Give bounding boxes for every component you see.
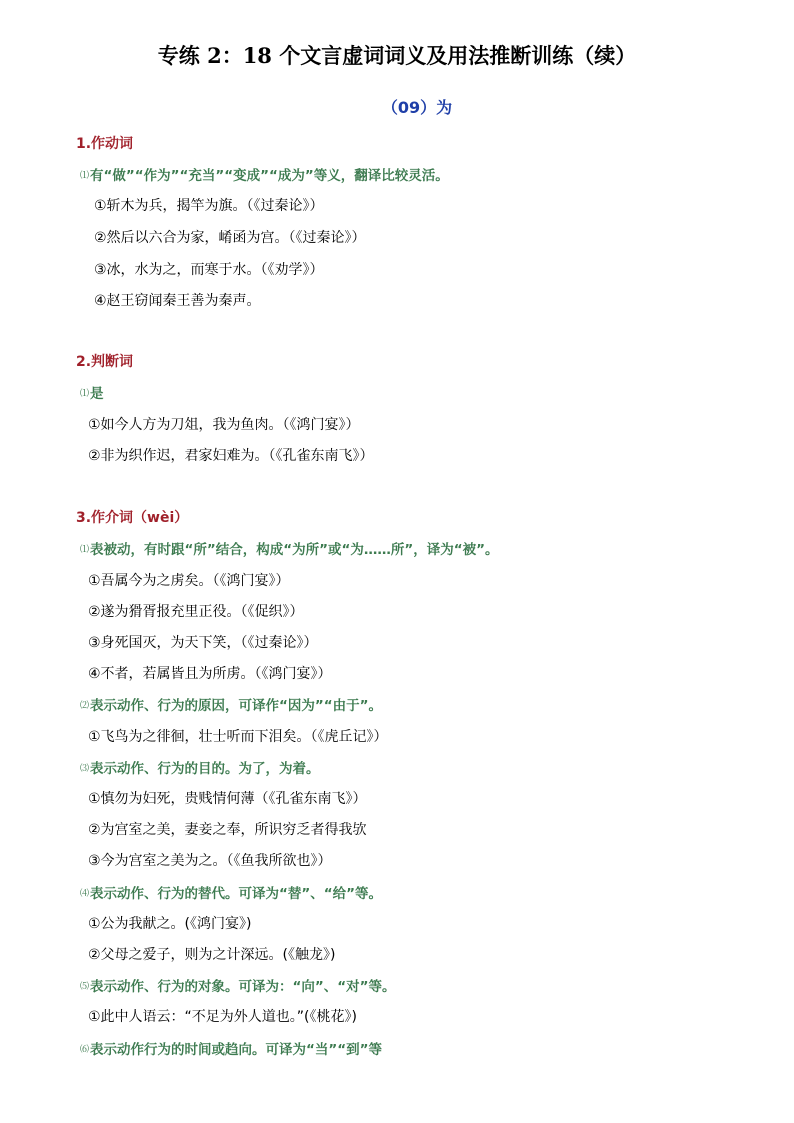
example-sentence: ④赵王窃闻秦王善为秦声。 bbox=[94, 293, 261, 309]
usage-text: 表示动作、行为的替代。可译为“替”、“给”等。 bbox=[90, 886, 383, 902]
section-heading-preposition: 3.作介词（wèi） bbox=[76, 510, 189, 526]
usage-text: 表示动作、行为的原因，可译作“因为”“由于”。 bbox=[90, 698, 383, 714]
example-sentence: ②非为织作迟，君家妇难为。（《孔雀东南飞》） bbox=[88, 448, 374, 464]
item-number: ⑴ bbox=[80, 389, 90, 399]
example-sentence: ①飞鸟为之徘徊，壮士听而下泪矣。（《虎丘记》） bbox=[88, 729, 388, 745]
example-sentence: ①公为我献之。(《鸿门宴》) bbox=[88, 916, 252, 932]
usage-description bbox=[80, 538, 499, 558]
usage-text: 是 bbox=[90, 386, 104, 402]
item-number: ⑷ bbox=[80, 889, 90, 899]
example-sentence: ④不者，若属皆且为所虏。（《鸿门宴》） bbox=[88, 666, 332, 682]
example-sentence: ①吾属今为之虏矣。（《鸿门宴》） bbox=[88, 573, 290, 589]
page-subtitle: （09）为 bbox=[381, 98, 453, 117]
usage-description bbox=[80, 1038, 382, 1058]
example-sentence: ③冰，水为之，而寒于水。（《劝学》） bbox=[94, 262, 324, 278]
example-sentence: ②为宫室之美，妻妾之奉，所识穷乏者得我欤 bbox=[88, 822, 367, 838]
item-number: ⑴ bbox=[80, 171, 90, 181]
usage-text: 表示动作、行为的对象。可译为：“向”、“对”等。 bbox=[90, 979, 396, 995]
usage-description bbox=[80, 694, 382, 714]
item-number: ⑴ bbox=[80, 545, 90, 555]
item-number: ⑵ bbox=[80, 701, 90, 711]
section-heading-copula: 2.判断词 bbox=[76, 354, 134, 370]
usage-text: 表示动作、行为的目的。为了，为着。 bbox=[90, 761, 320, 777]
usage-text: 表被动，有时跟“所”结合，构成“为所”或“为……所”，译为“被”。 bbox=[90, 542, 499, 558]
section-heading-verb: 1.作动词 bbox=[76, 136, 134, 152]
usage-description bbox=[80, 757, 320, 777]
usage-description bbox=[80, 882, 382, 902]
example-sentence: ②遂为猾胥报充里正役。（《促织》） bbox=[88, 604, 304, 620]
example-sentence: ②父母之爱子，则为之计深远。(《触龙》) bbox=[88, 947, 336, 963]
example-sentence: ①慎勿为妇死，贵贱情何薄（《孔雀东南飞》） bbox=[88, 791, 367, 807]
usage-text: 表示动作行为的时间或趋向。可译为“当”“到”等 bbox=[90, 1042, 383, 1058]
usage-description bbox=[80, 382, 104, 402]
example-sentence: ①此中人语云：“不足为外人道也。”(《桃花》) bbox=[88, 1009, 357, 1025]
example-sentence: ①如今人方为刀俎，我为鱼肉。（《鸿门宴》） bbox=[88, 417, 360, 433]
usage-text: 有“做”“作为”“充当”“变成”“成为”等义，翻译比较灵活。 bbox=[90, 168, 449, 184]
page-title: 专练 2：18 个文言虚词词义及用法推断训练（续） bbox=[157, 43, 637, 68]
usage-description bbox=[80, 164, 449, 184]
item-number: ⑶ bbox=[80, 764, 90, 774]
item-number: ⑹ bbox=[80, 1045, 90, 1055]
example-sentence: ③身死国灭，为天下笑，（《过秦论》） bbox=[88, 635, 318, 651]
example-sentence: ③今为宫室之美为之。（《鱼我所欲也》） bbox=[88, 853, 332, 869]
usage-description bbox=[80, 975, 396, 995]
example-sentence: ①斩木为兵，揭竿为旗。（《过秦论》） bbox=[94, 198, 324, 214]
item-number: ⑸ bbox=[80, 982, 90, 992]
example-sentence: ②然后以六合为家，崤函为宫。（《过秦论》） bbox=[94, 230, 366, 246]
